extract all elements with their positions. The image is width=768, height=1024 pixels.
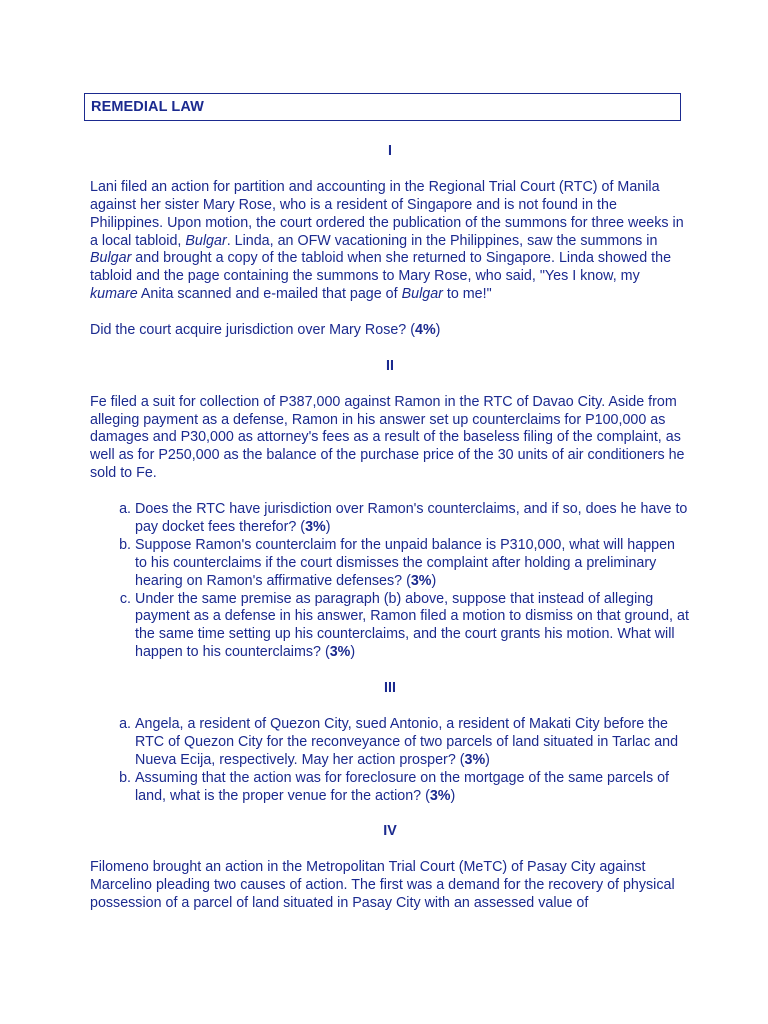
section-title-box bbox=[84, 93, 681, 121]
question-2-subitems bbox=[90, 501, 690, 662]
document-body bbox=[90, 143, 690, 913]
question-3a: a. Angela, a resident of Quezon City, sued Antonio, a resident of Makati City before the RTC of Quezon City for the reconveyance of two parcels of land situated in Tarlac and Nueva Ecija, respectively. May her action prosper? (3%) bbox=[135, 716, 690, 770]
question-number-3: III bbox=[384, 680, 396, 697]
section-title: REMEDIAL LAW bbox=[91, 99, 204, 115]
question-2a: a. Does the RTC have jurisdiction over Ramon's counterclaims, and if so, does he have to pay docket fees therefor? (3%) bbox=[135, 501, 690, 537]
question-2c: c. Under the same premise as paragraph (b) above, suppose that instead of alleging payment as a defense in his answer, Ramon filed a motion to dismiss on that ground, at the same time setting up his counterclaims, and the court grants his motion. What will happen to his counterclaims? (3%) bbox=[135, 591, 690, 663]
question-1-prompt: Did the court acquire jurisdiction over Mary Rose? (4%) bbox=[90, 322, 441, 339]
question-4-text: Filomeno brought an action in the Metropolitan Trial Court (MeTC) of Pasay City against Marcelino pleading two causes of action. The first was a demand for the recovery of physical possession of a parcel of land situated in Pasay City with an assessed value of bbox=[90, 859, 675, 911]
question-number-4: IV bbox=[383, 823, 397, 840]
question-3-subitems bbox=[90, 716, 690, 806]
question-2-text: Fe filed a suit for collection of P387,000 against Ramon in the RTC of Davao City. Aside from alleging payment as a defense, Ramon in his answer set up counterclaims for P100,000 as damages and P30,000 as attorney's fees as a result of the baseless filing of the complaint, as well as for P250,000 as the balance of the purchase price of the 30 units of air conditioners he sold to Fe. bbox=[90, 393, 685, 482]
question-3b: b. Assuming that the action was for foreclosure on the mortgage of the same parcels of land, what is the proper venue for the action? (3%) bbox=[135, 770, 690, 806]
question-number-2: II bbox=[386, 357, 394, 374]
question-1-text: Lani filed an action for partition and accounting in the Regional Trial Court (RTC) of Manila against her sister Mary Rose, who is a resident of Singapore and is not found in the Philippines. Upon motion, the court ordered the publication of the summons for three weeks in a local tabloid, Bulgar. Linda, an OFW vacationing in the Philippines, saw the summons in Bulgar and brought a copy of the tabloid when she returned to Singapore. Linda showed the tabloid and the page containing the summons to Mary Rose, who said, "Yes I know, my kumare Anita scanned and e-mailed that page of Bulgar to me!" bbox=[90, 178, 684, 303]
question-2b: b. Suppose Ramon's counterclaim for the unpaid balance is P310,000, what will happen to his counterclaims if the court dismisses the complaint after holding a preliminary hearing on Ramon's affirmative defenses? (3%) bbox=[135, 537, 690, 591]
question-number-1: I bbox=[388, 143, 392, 159]
